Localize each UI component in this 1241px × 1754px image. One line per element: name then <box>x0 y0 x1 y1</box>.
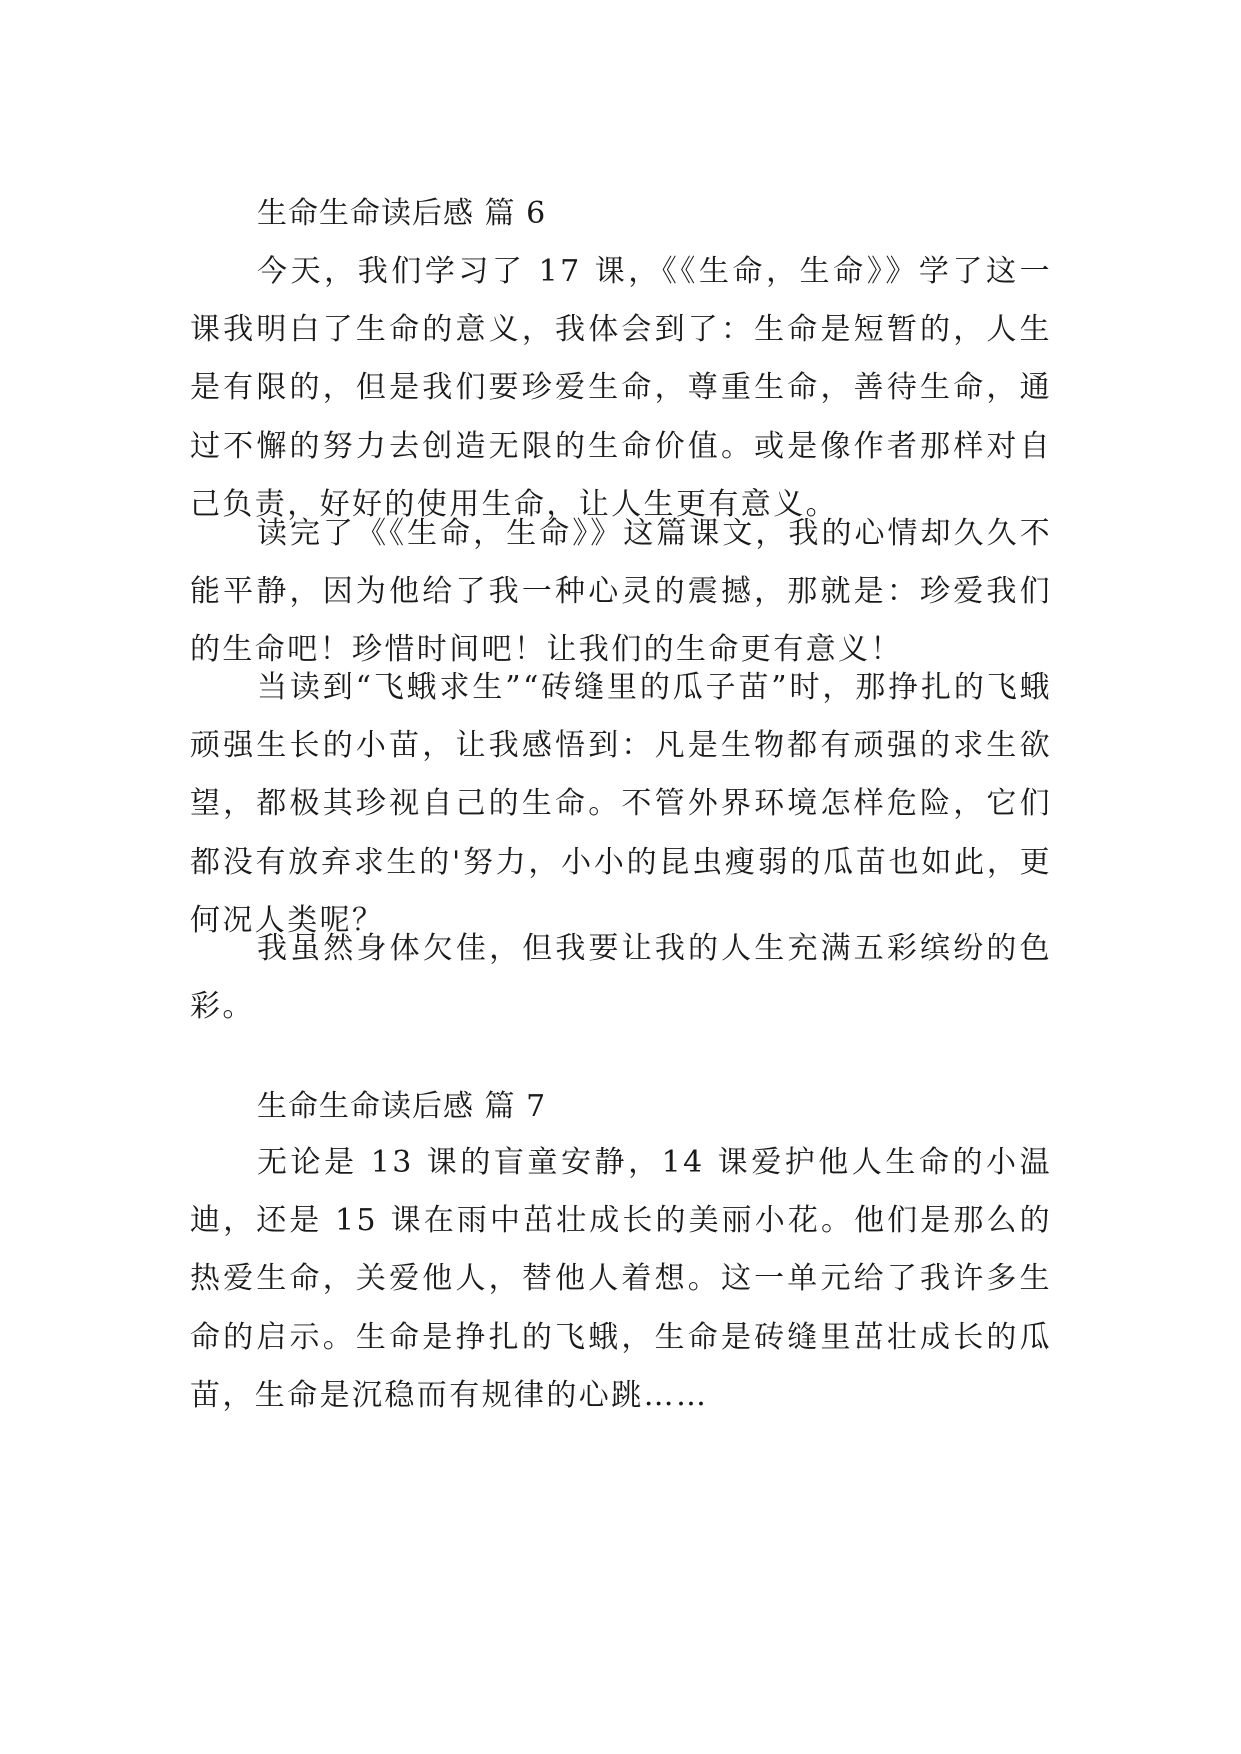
paragraph: 无论是 13 课的盲童安静，14 课爱护他人生命的小温迪，还是 15 课在雨中茁壮成长的美丽小花。他们是那么的热爱生命，关爱他人，替他人着想。这一单元给了我许多生命的启示。生命是挣扎的飞蛾，生命是砖缝里茁壮成长的瓜苗，生命是沉稳而有规律的心跳…… <box>190 1145 1052 1413</box>
paragraph: 今天，我们学习了 17 课，《《生命，生命》》学了这一课我明白了生命的意义，我体会到了：生命是短暂的，人生是有限的，但是我们要珍爱生命，尊重生命，善待生命，通过不懈的努力去创造无限的生命价值。或是像作者那样对自己负责，好好的使用生命，让人生更有意义。 <box>190 254 1052 522</box>
paragraph: 我虽然身体欠佳，但我要让我的人生充满五彩缤纷的色彩。 <box>190 931 1052 1025</box>
paragraph: 读完了《《生命，生命》》这篇课文，我的心情却久久不能平静，因为他给了我一种心灵的震撼，那就是：珍爱我们的生命吧！珍惜时间吧！让我们的生命更有意义！ <box>190 516 1052 668</box>
section-title: 生命生命读后感 篇 7 <box>257 1089 547 1124</box>
paragraph: 当读到“飞蛾求生”“砖缝里的瓜子苗”时，那挣扎的飞蛾顽强生长的小苗，让我感悟到：凡是生物都有顽强的求生欲望，都极其珍视自己的生命。不管外界环境怎样危险，它们都没有放弃求生的'努力，小小的昆虫瘦弱的瓜苗也如此，更何况人类呢？ <box>190 670 1052 938</box>
section-title: 生命生命读后感 篇 6 <box>257 196 547 231</box>
